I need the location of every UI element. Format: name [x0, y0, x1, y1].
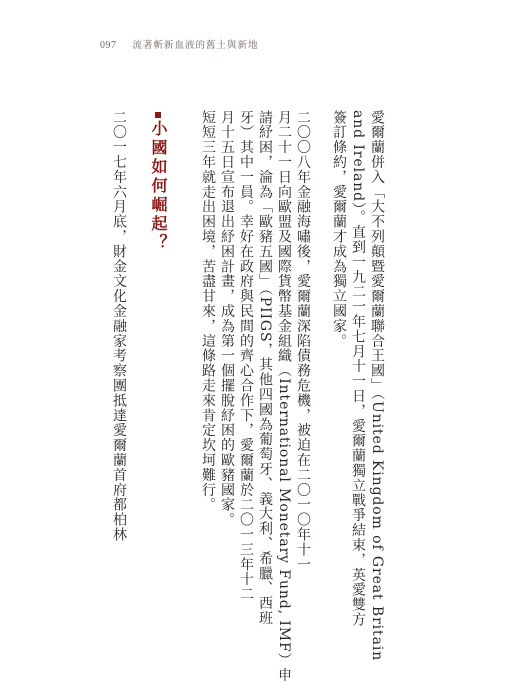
running-header [100, 37, 259, 51]
body-column: 二〇〇八年金融海嘯後，愛爾蘭深陷債務危機，被迫在二〇一〇年十一 [295, 110, 311, 572]
body-column: 簽訂條約，愛爾蘭才成為獨立國家。 [331, 110, 347, 349]
body-column: 月十五日宣布退出紓困計畫，成為第一個擺脫紓困的歐豬國家。 [219, 110, 235, 528]
body-column: 請紓困，淪為「歐豬五國」（PIIGS，其他四國為葡萄牙、義大利、希臘、西班 [257, 110, 273, 626]
page-number: 097 [100, 40, 117, 51]
body-column: 短短三年就走出困境，苦盡甘來，這條路走來肯定坎坷難行。 [200, 110, 216, 513]
running-title: 流著斬新血液的舊土與新地 [132, 40, 259, 51]
body-column: 牙）其中一員。幸好在政府與民間的齊心合作下，愛爾蘭於二〇一三年十二 [238, 110, 254, 602]
body-column: 月二十一日向歐盟及國際貨幣基金組織（International Monetary Fund, IMF）申 [276, 110, 292, 682]
body-column: 二〇一七年六月底，財金文化金融家考察團抵達愛爾蘭首府都柏林 [111, 110, 127, 543]
heading-bullet-marker [155, 112, 161, 118]
section-heading: 小國如何崛起？ [149, 120, 168, 253]
body-column: and Ireland）。直到一九二一年七月十一日，愛爾蘭獨立戰爭結束，英愛雙方 [350, 110, 366, 628]
body-column: 愛爾蘭併入「大不列顛暨愛爾蘭聯合王國」（United Kingdom of Great Britain [369, 110, 385, 662]
